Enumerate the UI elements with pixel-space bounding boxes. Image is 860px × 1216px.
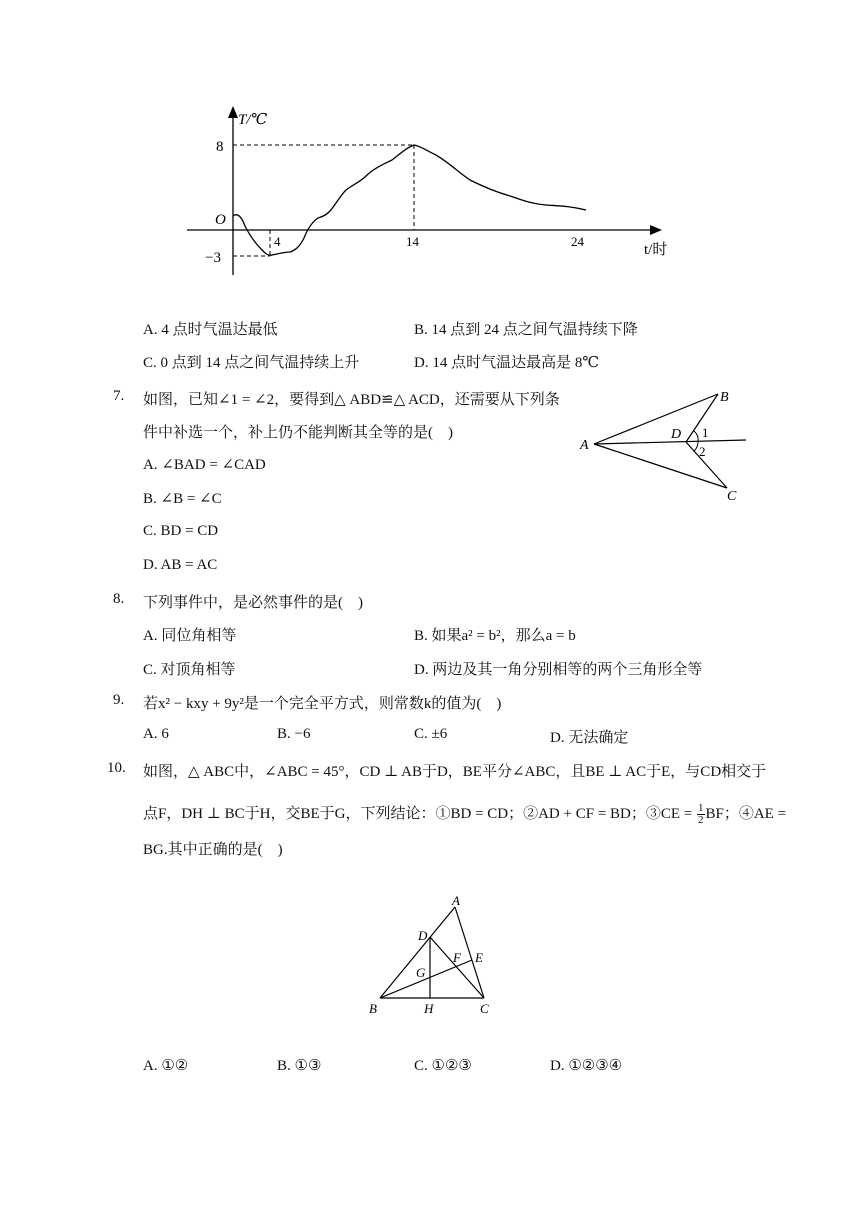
- q10-label-f: F: [453, 950, 461, 965]
- q9-option-a: A. 6: [143, 726, 169, 742]
- y-tick-neg3: −3: [205, 250, 221, 266]
- q10-stem-line3: BG.其中正确的是( ): [143, 842, 283, 858]
- q6-option-a: A. 4 点时气温达最低: [143, 322, 278, 338]
- q8-option-b: B. 如果a² = b²，那么a = b: [414, 628, 576, 644]
- q10-option-c: C. ①②③: [414, 1058, 472, 1074]
- q10-frac-den: 2: [698, 814, 704, 827]
- q7-label-2: 2: [699, 444, 706, 459]
- q10-stem-line2-a: 点F，DH ⊥ BC于H，交BE于G，下列结论：①BD = CD；②AD + CF = BD；③CE =: [143, 806, 696, 822]
- q10-label-g: G: [416, 965, 426, 980]
- q7-option-c: C. BD = CD: [143, 523, 219, 539]
- q10-label-e: E: [475, 950, 483, 965]
- q10-frac-num: 1: [698, 802, 704, 815]
- q10-option-d: D. ①②③④: [550, 1058, 623, 1074]
- q8-option-c: C. 对顶角相等: [143, 662, 236, 678]
- y-axis-label: T/℃: [238, 112, 268, 128]
- q7-angle-2-arc: [694, 442, 698, 451]
- q10-figure: [360, 885, 510, 1025]
- q8-option-d: D. 两边及其一角分别相等的两个三角形全等: [414, 662, 703, 678]
- x-tick-14: 14: [406, 234, 419, 249]
- q10-label-d: D: [418, 928, 428, 943]
- q10-number: 10.: [107, 760, 126, 776]
- q6-option-d: D. 14 点时气温达最高是 8℃: [414, 355, 600, 371]
- y-axis-arrow: [228, 106, 238, 118]
- x-tick-4: 4: [274, 234, 281, 249]
- x-tick-24: 24: [571, 234, 584, 249]
- q9-stem: 若x² − kxy + 9y²是一个完全平方式，则常数k的值为( ): [143, 696, 502, 712]
- x-axis-arrow: [650, 225, 662, 235]
- q10-fraction: [697, 803, 705, 826]
- q10-label-a: A: [452, 893, 460, 908]
- q9-option-b: B. −6: [277, 726, 311, 742]
- q10-line-be: [380, 960, 472, 998]
- q7-label-a: A: [580, 438, 589, 453]
- q7-label-b: B: [720, 390, 729, 405]
- q10-option-a: A. ①②: [143, 1058, 189, 1074]
- temperature-graph: [0, 0, 860, 300]
- q7-label-d: D: [671, 427, 682, 442]
- q9-option-d: D. 无法确定: [550, 730, 629, 746]
- q9-option-c: C. ±6: [414, 726, 448, 742]
- q10-stem-line2-b: BF；④AE =: [705, 806, 787, 822]
- q6-option-c: C. 0 点到 14 点之间气温持续上升: [143, 355, 360, 371]
- y-tick-8: 8: [216, 139, 224, 155]
- q10-option-b: B. ①③: [277, 1058, 322, 1074]
- q10-stem-line2: [143, 802, 786, 826]
- q8-option-a: A. 同位角相等: [143, 628, 237, 644]
- q7-angle-1-arc: [694, 431, 698, 442]
- q10-stem-line1: 如图，△ ABC中，∠ABC = 45°，CD ⊥ AB于D，BE平分∠ABC，且BE ⊥ AC于E，与CD相交于: [143, 764, 767, 780]
- q7-number: 7.: [113, 388, 125, 404]
- q7-stem-line1: 如图，已知∠1 = ∠2，要得到△ ABD≌△ ACD，还需要从下列条: [143, 392, 560, 408]
- q7-line-ab: [594, 394, 718, 444]
- q7-option-b: B. ∠B = ∠C: [143, 491, 222, 507]
- q6-option-b: B. 14 点到 24 点之间气温持续下降: [414, 322, 638, 338]
- q10-label-c: C: [480, 1001, 489, 1016]
- q7-figure: [570, 380, 760, 510]
- q7-option-a: A. ∠BAD = ∠CAD: [143, 457, 266, 473]
- q8-number: 8.: [113, 591, 125, 607]
- q7-label-c: C: [727, 489, 737, 504]
- x-axis-label: t/时: [644, 242, 668, 258]
- origin-label: O: [215, 212, 226, 228]
- q10-line-cd: [430, 937, 484, 998]
- q9-number: 9.: [113, 692, 125, 708]
- q10-label-b: B: [369, 1001, 377, 1016]
- q8-stem: 下列事件中，是必然事件的是( ): [143, 595, 363, 611]
- q10-label-h: H: [424, 1001, 434, 1016]
- q7-stem-line2: 件中补选一个，补上仍不能判断其全等的是( ): [143, 425, 453, 441]
- q7-option-d: D. AB = AC: [143, 557, 218, 573]
- q7-line-ad: [594, 440, 746, 444]
- q7-label-1: 1: [702, 425, 709, 440]
